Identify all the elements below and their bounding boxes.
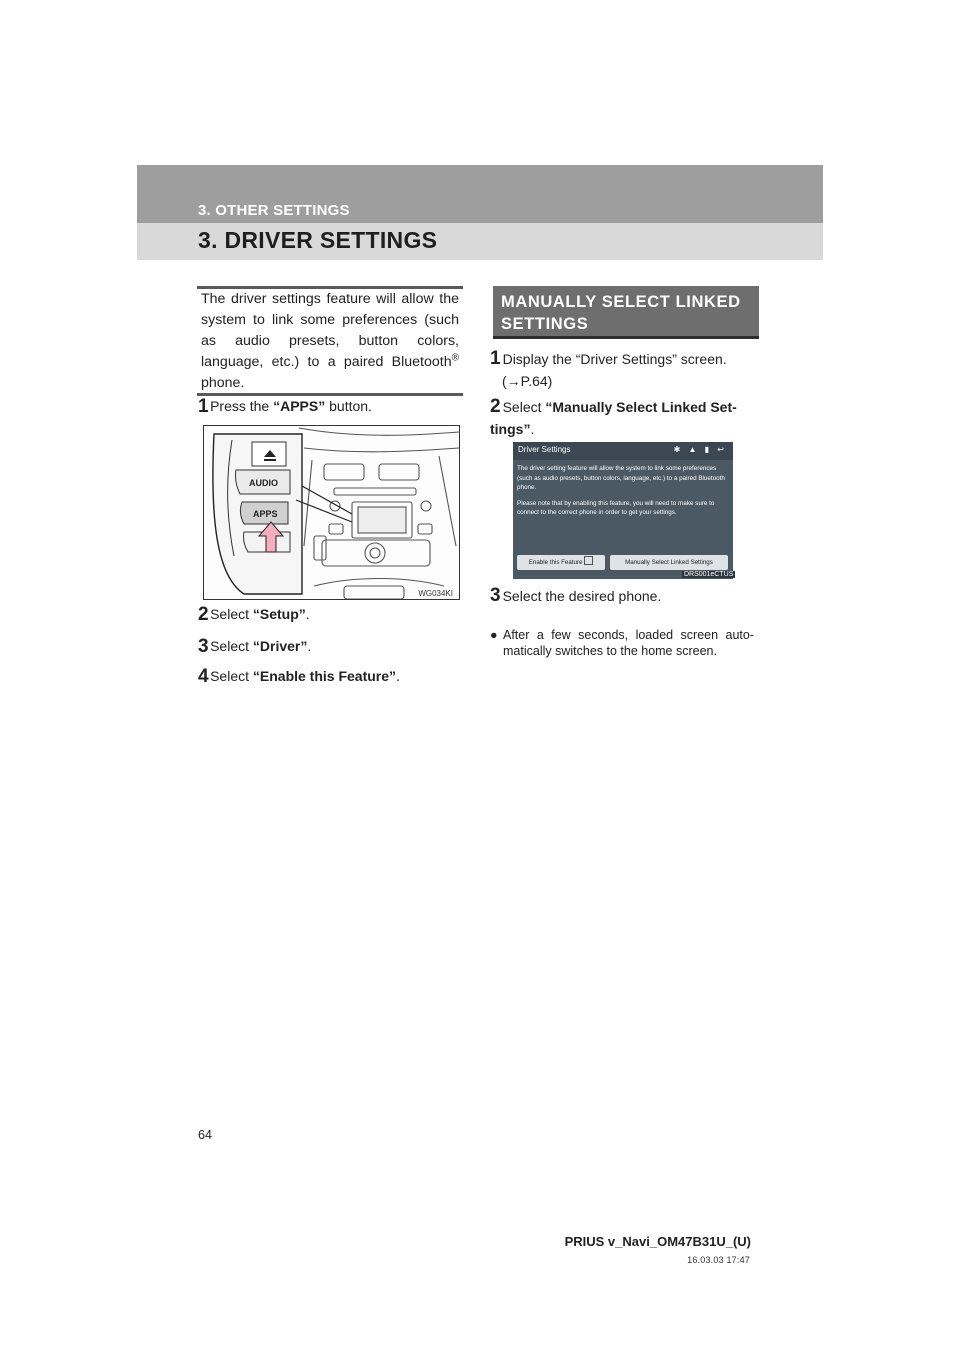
- step-bold-text: “Setup”: [252, 606, 306, 622]
- step-text: Press the: [210, 398, 274, 414]
- apps-button-label: APPS: [253, 509, 278, 519]
- step-text: .: [530, 421, 535, 437]
- step-number: 4: [198, 666, 209, 687]
- screen-title: Driver Settings: [518, 445, 571, 454]
- screen-paragraph-2: Please note that by enabling this feature, you will need to make sure to connect to the correct phone in order to get your settings.: [517, 499, 715, 516]
- checkbox-icon: [584, 556, 593, 565]
- intro-box: [197, 286, 463, 396]
- left-step-2: [198, 604, 310, 626]
- manually-select-button[interactable]: Manually Select Linked Settings: [610, 555, 728, 570]
- screen-code: DRS001eCTUS: [684, 571, 734, 578]
- right-step-2: [490, 396, 758, 440]
- driver-settings-screen: [513, 442, 733, 579]
- left-step-3: [198, 636, 311, 658]
- left-step-1: [198, 396, 372, 418]
- step-text: Select the desired phone.: [502, 588, 662, 604]
- step-bold-text: “Driver”: [252, 638, 308, 654]
- step-number: 3: [490, 585, 501, 606]
- step-text: Display the “Driver Settings” screen.: [502, 351, 727, 367]
- step-text: button.: [325, 398, 372, 414]
- intro-text: The driver settings feature will allow the system to link some preferences (such as audio presets, button colors, language, etc.) to a paired Bluetooth: [201, 291, 459, 370]
- audio-button-label: AUDIO: [249, 478, 278, 488]
- section-label: 3. OTHER SETTINGS: [198, 202, 350, 219]
- step-number: 3: [198, 636, 209, 657]
- subsection-title: MANUALLY SELECT LINKED SETTINGS: [493, 286, 759, 339]
- right-step-1-text: [490, 348, 758, 392]
- document-id: PRIUS v_Navi_OM47B31U_(U): [564, 1234, 751, 1249]
- right-step-3: [490, 585, 758, 607]
- page-reference: (→P.64): [502, 373, 553, 389]
- step-text: Select: [210, 668, 253, 684]
- page-title: 3. DRIVER SETTINGS: [198, 227, 438, 253]
- step-number: 1: [198, 396, 209, 417]
- intro-text-end: phone.: [201, 375, 245, 391]
- dashboard-drawing: [204, 426, 459, 599]
- step-text: .: [396, 668, 400, 684]
- registered-mark: ®: [451, 352, 459, 364]
- enable-feature-label: Enable this Feature: [528, 559, 583, 566]
- step-text: Select: [210, 606, 253, 622]
- step-text: Select: [502, 399, 546, 415]
- step-text: .: [305, 606, 310, 622]
- screen-body: [517, 464, 729, 518]
- screen-status-icons: ✱ ▲ ▮ ↩: [673, 445, 727, 454]
- step-bold-text: “APPS”: [273, 398, 326, 414]
- bullet-icon: ●: [490, 628, 498, 642]
- step-text: Select: [210, 638, 253, 654]
- step-bold-text: “Manually Select Linked Set-tings”: [490, 399, 737, 437]
- dashboard-illustration: [203, 425, 460, 600]
- enable-feature-button[interactable]: [517, 555, 605, 570]
- screen-paragraph-1: The driver setting feature will allow the system to link some preferences (such as audio presets, button colors, language, etc.) to a paired Bluetooth phone.: [517, 465, 725, 491]
- step-text: .: [307, 638, 312, 654]
- figure-code: WG034KI: [418, 589, 453, 598]
- bullet-text: After a few seconds, loaded screen auto-matically switches to the home screen.: [503, 628, 754, 658]
- step-number: 1: [490, 348, 501, 369]
- left-step-4: [198, 666, 400, 688]
- step-bold-text: “Enable this Feature”: [252, 668, 397, 684]
- step-number: 2: [490, 396, 501, 417]
- step-number: 2: [198, 604, 209, 625]
- page-number: 64: [198, 1128, 212, 1142]
- note-bullet: [490, 627, 754, 659]
- document-timestamp: 16.03.03 17:47: [687, 1255, 750, 1265]
